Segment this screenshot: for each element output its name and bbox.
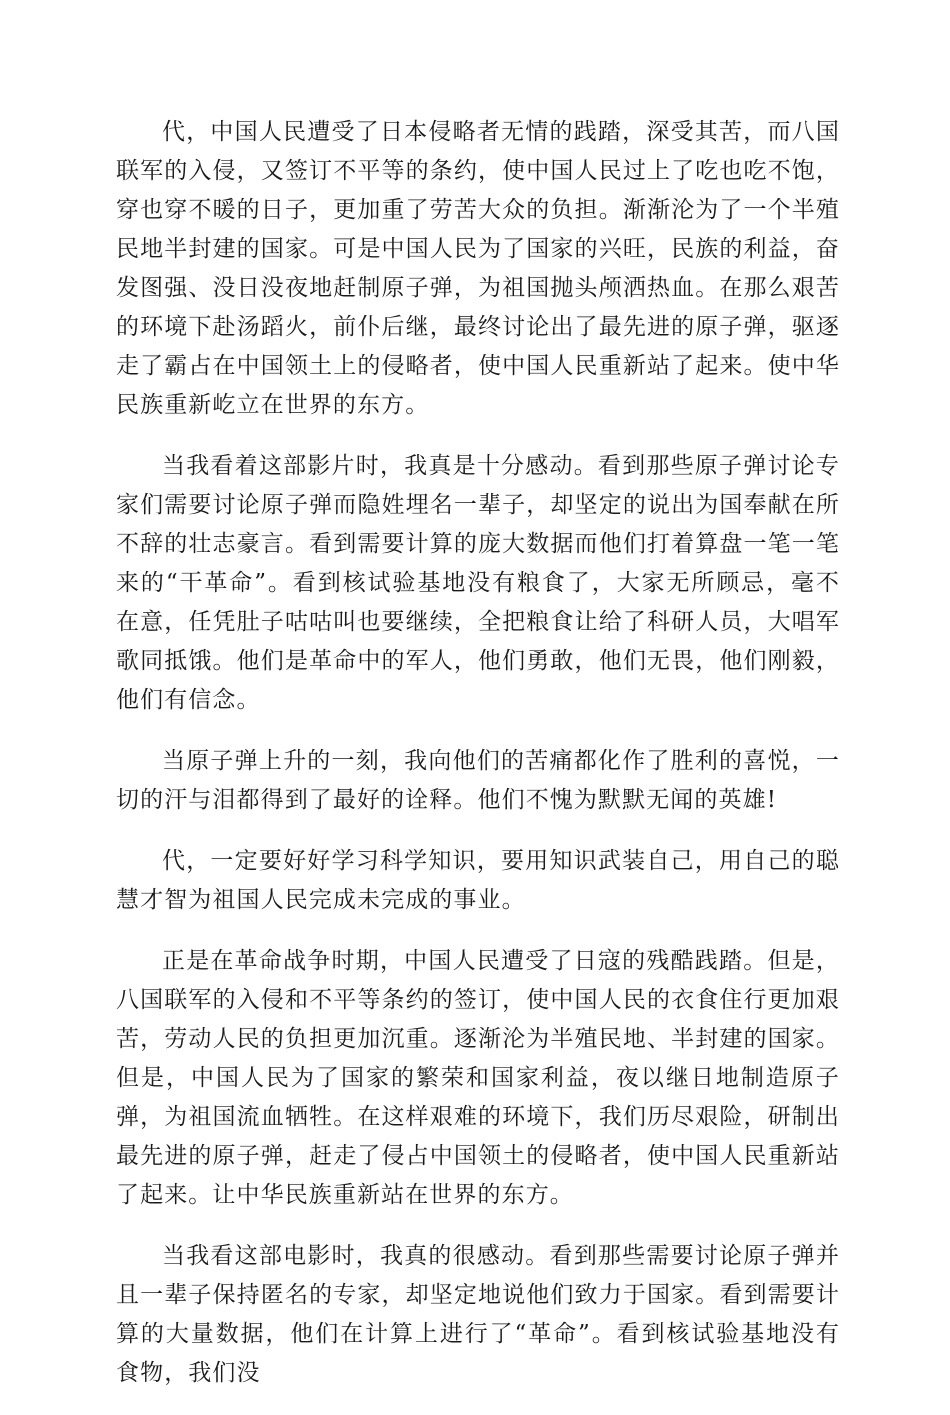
paragraph: 当原子弹上升的一刻，我向他们的苦痛都化作了胜利的喜悦，一切的汗与泪都得到了最好的诠释。他们不愧为默默无闻的英雄! [116,748,840,813]
paragraph: 当我看着这部影片时，我真是十分感动。看到那些原子弹讨论专家们需要讨论原子弹而隐姓埋名一辈子，却坚定的说出为国奉献在所不辞的壮志豪言。看到需要计算的庞大数据而他们打着算盘一笔一笔来的“干革命”。看到核试验基地没有粮食了，大家无所顾忌，毫不在意，任凭肚子咕咕叫也要继续，全把粮食让给了科研人员，大唱军歌同抵饿。他们是革命中的军人，他们勇敢，他们无畏，他们刚毅，他们有信念。 [116,453,840,713]
document-body [116,113,840,1415]
paragraph: 代，中国人民遭受了日本侵略者无情的践踏，深受其苦，而八国联军的入侵，又签订不平等的条约，使中国人民过上了吃也吃不饱，穿也穿不暖的日子，更加重了劳苦大众的负担。渐渐沦为了一个半殖民地半封建的国家。可是中国人民为了国家的兴旺，民族的利益，奋发图强、没日没夜地赶制原子弹，为祖国抛头颅洒热血。在那么艰苦的环境下赴汤蹈火，前仆后继，最终讨论出了最先进的原子弹，驱逐走了霸占在中国领土上的侵略者，使中国人民重新站了起来。使中华民族重新屹立在世界的东方。 [116,119,840,418]
paragraph: 当我看这部电影时，我真的很感动。看到那些需要讨论原子弹并且一辈子保持匿名的专家，却坚定地说他们致力于国家。看到需要计算的大量数据，他们在计算上进行了“革命”。看到核试验基地没有食物，我们没 [116,1243,840,1386]
paragraph: 代，一定要好好学习科学知识，要用知识武装自己，用自己的聪慧才智为祖国人民完成未完成的事业。 [116,848,840,913]
paragraph: 正是在革命战争时期，中国人民遭受了日寇的残酷践踏。但是，八国联军的入侵和不平等条约的签订，使中国人民的衣食住行更加艰苦，劳动人民的负担更加沉重。逐渐沦为半殖民地、半封建的国家。但是，中国人民为了国家的繁荣和国家利益，夜以继日地制造原子弹，为祖国流血牺牲。在这样艰难的环境下，我们历尽艰险，研制出最先进的原子弹，赶走了侵占中国领土的侵略者，使中国人民重新站了起来。让中华民族重新站在世界的东方。 [116,948,840,1208]
